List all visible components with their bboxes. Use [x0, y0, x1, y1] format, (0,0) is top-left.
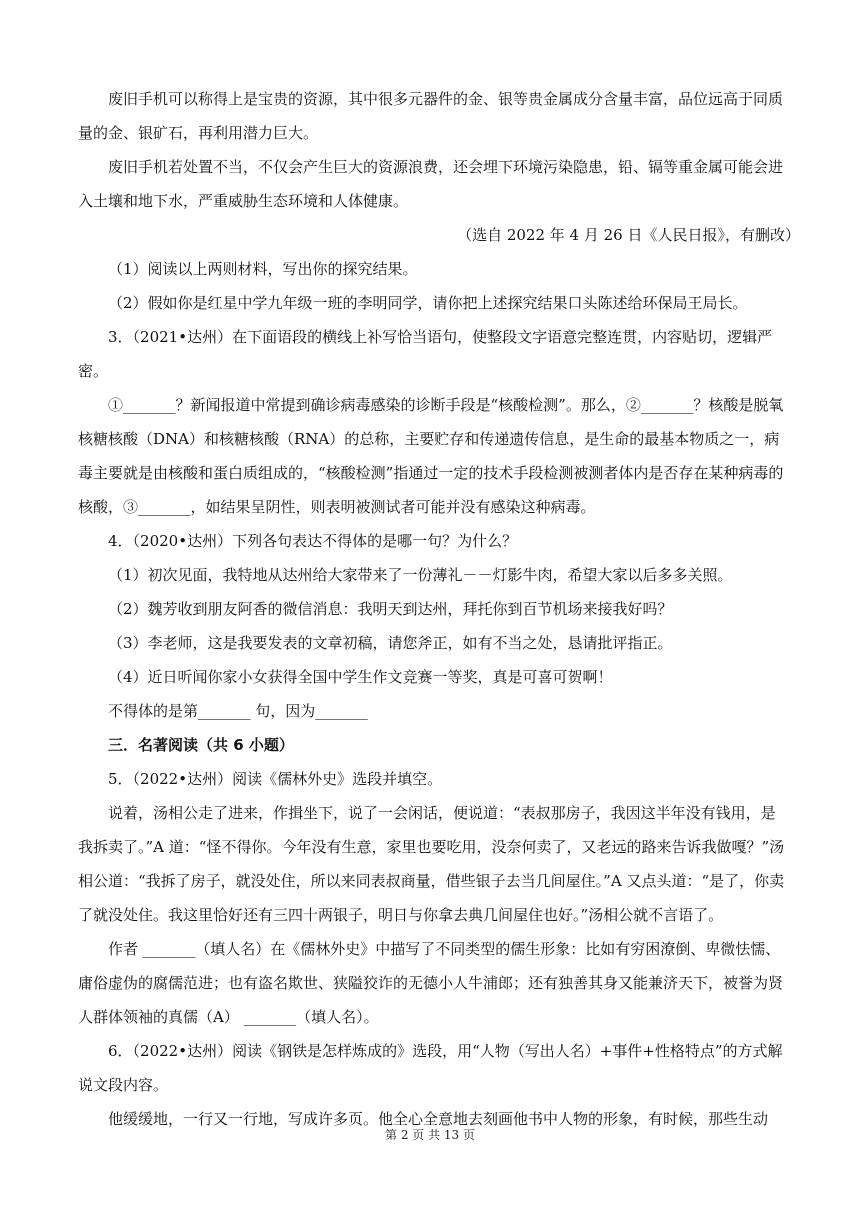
question-3-prompt: 3．（2021•达州）在下面语段的横线上补写恰当语句，使整段文字语意完整连贯，内容贴切，逻辑严密。 — [78, 328, 773, 380]
question-part-1: （1）阅读以上两则材料，写出你的探究结果。 — [108, 260, 418, 278]
question-4-option-3: （3）李老师，这是我要发表的文章初稿，请您斧正，如有不当之处，恳请批评指正。 — [108, 634, 673, 652]
question-6-prompt: 6．（2022•达州）阅读《钢铁是怎样炼成的》选段，用“人物（写出人名）+事件+性格特点”的方式解说文段内容。 — [78, 1042, 783, 1094]
question-4-option-2: （2）魏芳收到朋友阿香的微信消息：我明天到达州，拜托你到百节机场来接我好吗？ — [108, 600, 673, 618]
paragraph-recycling-value: 废旧手机可以称得上是宝贵的资源，其中很多元器件的金、银等贵金属成分含量丰富，品位远高于同质量的金、银矿石，再利用潜力巨大。 — [78, 90, 784, 142]
question-4-prompt: 4．（2020•达州）下列各句表达不得体的是哪一句？为什么？ — [108, 532, 518, 550]
source-citation: （选自 2022 年 4 月 26 日《人民日报》，有删改） — [457, 226, 800, 244]
question-5-fill-blank: 作者 _______（填人名）在《儒林外史》中描写了不同类型的儒生形象：比如有穷困潦倒、卑微怯懦、庸俗虚伪的腐儒范进；也有盗名欺世、狭隘狡诈的无德小人牛浦郎；还有独善其身又能兼济天下，被誉为贤人群体领袖的真儒（A） _______（填人名）。 — [78, 940, 784, 1026]
paragraph-pollution-risk: 废旧手机若处置不当，不仅会产生巨大的资源浪费，还会埋下环境污染隐患，铅、镉等重金属可能会进入土壤和地下水，严重威胁生态环境和人体健康。 — [78, 158, 784, 210]
section-heading: 三．名著阅读（共 6 小题） — [108, 736, 294, 754]
question-4-answer-line: 不得体的是第_______ 句，因为_______ — [108, 702, 368, 720]
page-footer: 第 2 页 共 13 页 — [385, 1128, 475, 1142]
question-6-passage: 他缓缓地，一行又一行地，写成许多页。他全心全意地去刻画他书中人物的形象，有时候，那些生动 — [108, 1110, 769, 1128]
question-4-option-4: （4）近日听闻你家小女获得全国中学生作文竞赛一等奖，真是可喜可贺啊！ — [108, 668, 613, 686]
question-part-2: （2）假如你是红星中学九年级一班的李明同学，请你把上述探究结果口头陈述给环保局王局长。 — [108, 294, 748, 312]
question-5-passage: 说着，汤相公走了进来，作揖坐下，说了一会闲话，便说道：“表叔那房子，我因这半年没有钱用，是我拆卖了。”A 道：“怪不得你。今年没有生意，家里也要吃用，没奈何卖了，又老远的路来告诉我做嘎？”汤相公道：“我拆了房子，就没处住，所以来同表叔商量，借些银子去当几间屋住。”A 又点头道：“是了，你卖了就没处住。我这里恰好还有三四十两银子，明日与你拿去典几间屋住也好。”汤相公就不言语了。 — [78, 804, 785, 924]
question-3-passage: ①_______？新闻报道中常提到确诊病毒感染的诊断手段是“核酸检测”。那么，②_______？核酸是脱氧核糖核酸（DNA）和核糖核酸（RNA）的总称，主要贮存和传递遗传信息，是生命的最基本物质之一，病毒主要就是由核酸和蛋白质组成的，“核酸检测”指通过一定的技术手段检测被测者体内是否存在某种病毒的核酸，③_______，如结果呈阴性，则表明被测试者可能并没有感染这种病毒。 — [78, 396, 784, 516]
question-5-prompt: 5．（2022•达州）阅读《儒林外史》选段并填空。 — [108, 770, 443, 788]
question-4-option-1: （1）初次见面，我特地从达州给大家带来了一份薄礼－－灯影牛肉，希望大家以后多多关照。 — [108, 566, 733, 584]
